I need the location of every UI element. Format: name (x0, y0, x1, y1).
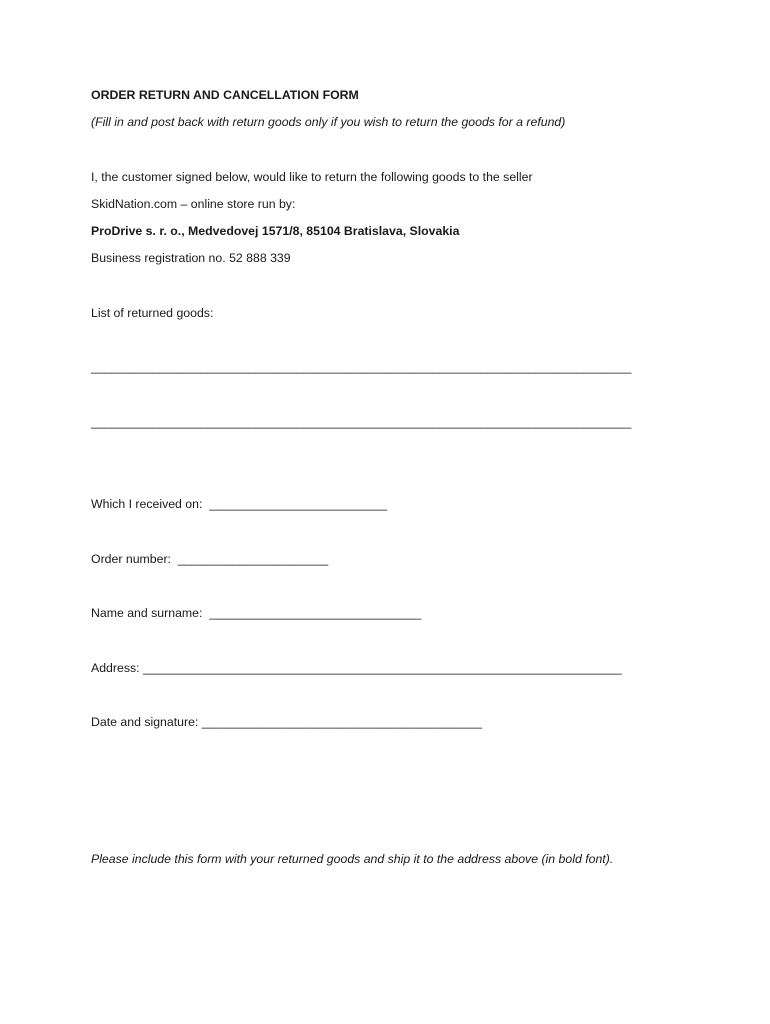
returned-goods-label: List of returned goods: (91, 306, 214, 320)
received-on-field[interactable]: __________________________ (209, 497, 388, 511)
intro-text-line-2: SkidNation.com – online store run by: (91, 197, 296, 211)
name-surname-label: Name and surname: (91, 606, 210, 620)
address-row (91, 660, 622, 676)
address-label: Address: (91, 661, 143, 675)
returned-goods-line-1[interactable]: _______________________________________________________________________________ (91, 360, 632, 374)
business-registration: Business registration no. 52 888 339 (91, 251, 291, 265)
order-number-label: Order number: (91, 552, 178, 566)
address-field[interactable]: ______________________________________________________________________ (142, 661, 622, 675)
form-subtitle: (Fill in and post back with return goods only if you wish to return the goods for a refund) (91, 115, 566, 129)
intro-text-line-1: I, the customer signed below, would like to return the following goods to the seller (91, 170, 533, 184)
returned-goods-line-2[interactable]: _______________________________________________________________________________ (91, 415, 632, 429)
received-on-label: Which I received on: (91, 497, 210, 511)
seller-address: ProDrive s. r. o., Medvedovej 1571/8, 85104 Bratislava, Slovakia (91, 224, 460, 238)
order-number-row (91, 551, 328, 567)
footer-note: Please include this form with your returned goods and ship it to the address above (in bold font). (91, 852, 614, 866)
date-signature-row (91, 714, 482, 730)
name-surname-row (91, 605, 421, 621)
date-signature-label: Date and signature: (91, 715, 202, 729)
date-signature-field[interactable]: _________________________________________ (201, 715, 483, 729)
name-surname-field[interactable]: _______________________________ (209, 606, 422, 620)
received-on-row (91, 496, 387, 512)
form-title: ORDER RETURN AND CANCELLATION FORM (91, 88, 359, 102)
order-number-field[interactable]: ______________________ (177, 552, 329, 566)
